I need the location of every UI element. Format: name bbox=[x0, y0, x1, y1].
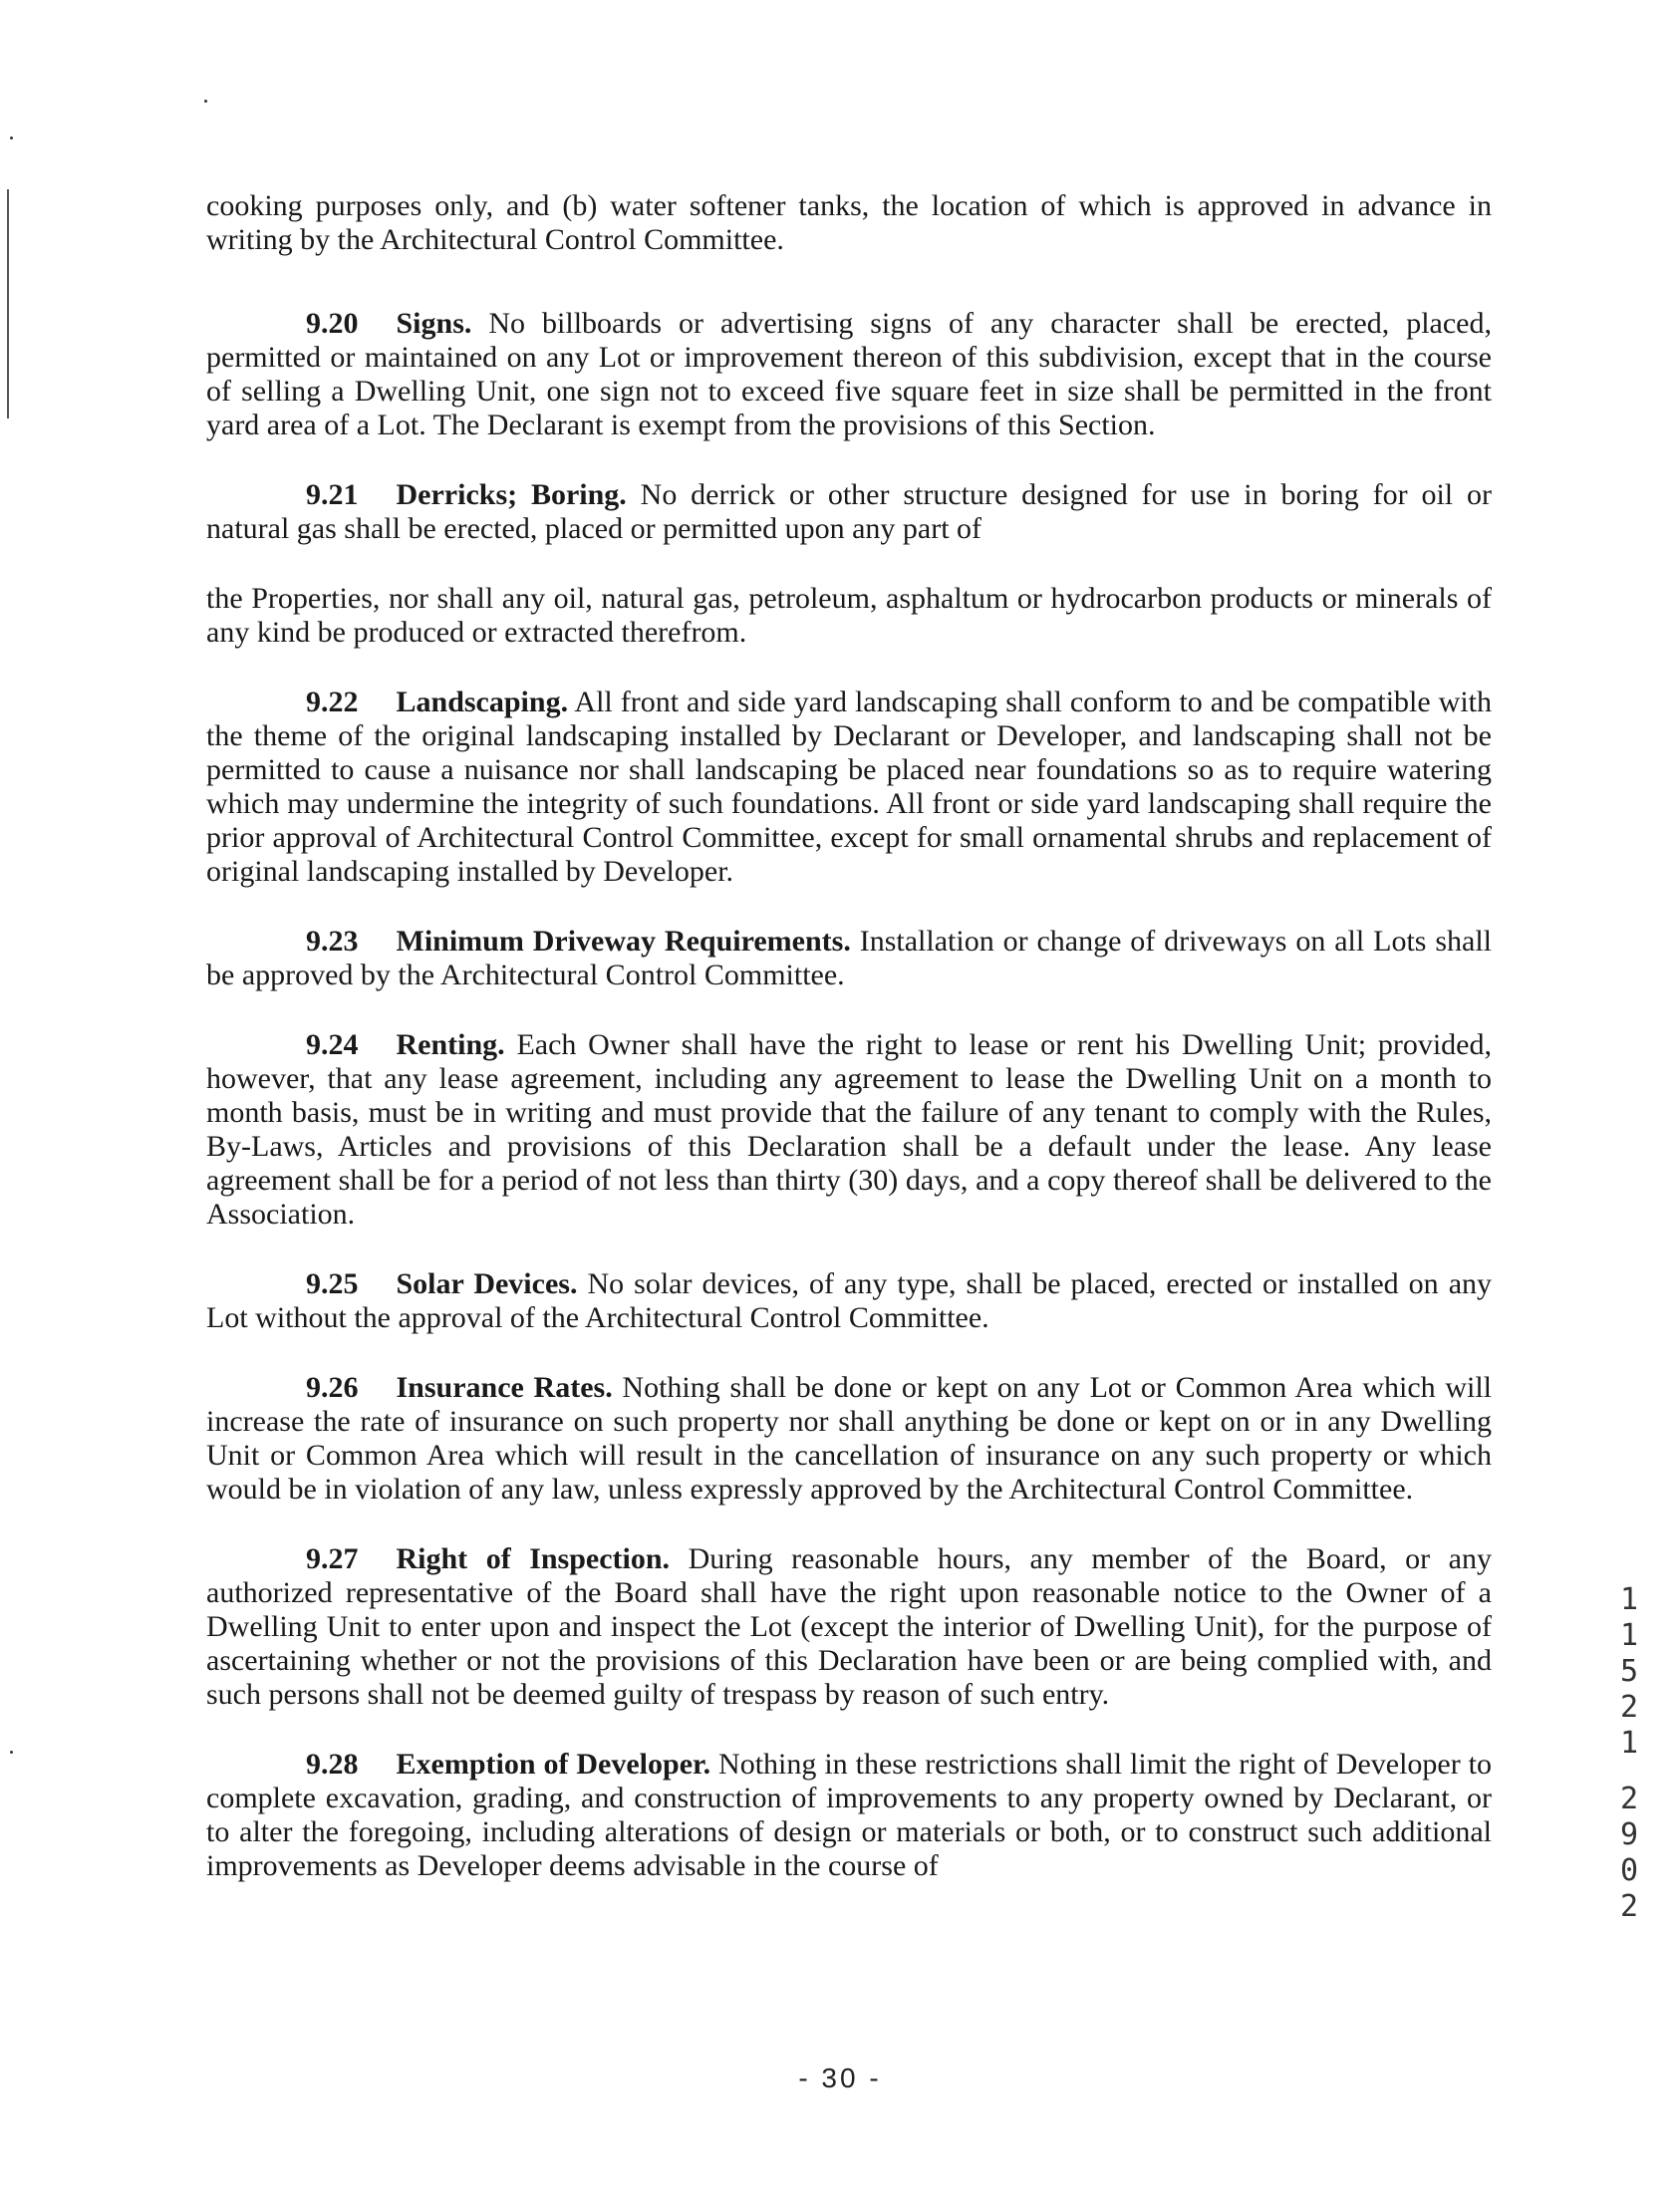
section-number: 9.26 bbox=[306, 1371, 359, 1404]
section-9-20 bbox=[206, 307, 1492, 442]
section-title: Minimum Driveway Requirements. bbox=[396, 925, 851, 958]
section-title: Derricks; Boring. bbox=[396, 478, 627, 511]
section-number: 9.20 bbox=[306, 307, 359, 340]
section-number: 9.23 bbox=[306, 925, 359, 958]
section-number: 9.28 bbox=[306, 1748, 359, 1781]
section-text: Nothing shall be done or kept on any Lot or Common Area which will increase the rate of insurance on such property nor shall anything be done or kept on or in any Dwelling Unit or Common Area which will result in the cancellation of insurance on any such property or which would be in violation of any law, unless expressly approved by the Architectural Control Committee. bbox=[206, 1371, 1493, 1506]
stamp-digit: 1 bbox=[1619, 1582, 1639, 1617]
section-9-28 bbox=[206, 1748, 1492, 1883]
continuation-paragraph: cooking purposes only, and (b) water softener tanks, the location of which is approved in advance in writing by the Architectural Control Committee. bbox=[206, 189, 1492, 256]
section-number: 9.22 bbox=[306, 686, 359, 718]
section-text: All front and side yard landscaping shall conform to and be compatible with the theme of the original landscaping installed by Declarant or Developer, and landscaping shall not be permitted to cause a nuisance nor shall landscaping be placed near foundations so as to require watering which may undermine the integrity of such foundations. All front or side yard landscaping shall require the prior approval of Architectural Control Committee, except for small ornamental shrubs and replacement of original landscaping installed by Developer. bbox=[206, 686, 1492, 888]
document-body bbox=[206, 189, 1492, 1883]
section-text: No derrick or other structure designed for use in boring for oil or natural gas shall be erected, placed or permitted upon any part of bbox=[206, 478, 1492, 545]
section-9-23 bbox=[206, 925, 1492, 992]
scan-dot bbox=[10, 1751, 13, 1754]
section-9-21 bbox=[206, 478, 1492, 546]
section-title: Solar Devices. bbox=[396, 1267, 578, 1300]
scan-margin-line bbox=[7, 189, 9, 418]
section-9-21-continuation: the Properties, nor shall any oil, natural gas, petroleum, asphaltum or hydrocarbon products or minerals of any kind be produced or extracted therefrom. bbox=[206, 582, 1492, 649]
stamp-digit: 0 bbox=[1619, 1853, 1639, 1888]
stamp-digit: 9 bbox=[1619, 1817, 1639, 1852]
recording-stamp-top bbox=[1609, 1582, 1649, 1762]
stamp-digit: 2 bbox=[1619, 1782, 1639, 1816]
section-text: Nothing in these restrictions shall limit the right of Developer to complete excavation, grading, and construction of improvements to any property owned by Declarant, or to alter the foregoing, including alterations of design or materials or both, or to construct such additional improvements as Developer deems advisable in the course of bbox=[206, 1748, 1493, 1882]
section-text: Each Owner shall have the right to lease or rent his Dwelling Unit; provided, however, that any lease agreement, including any agreement to lease the Dwelling Unit on a month to month basis, must be in writing and must provide that the failure of any tenant to comply with the Rules, By-Laws, Articles and provisions of this Declaration shall be a default under the lease. Any lease agreement shall be for a period of not less than thirty (30) days, and a copy thereof shall be delivered to the Association. bbox=[206, 1028, 1492, 1231]
section-9-26 bbox=[206, 1371, 1492, 1507]
stamp-digit: 5 bbox=[1619, 1654, 1639, 1689]
scan-dot bbox=[204, 100, 207, 103]
section-text: During reasonable hours, any member of the Board, or any authorized representative of the Board shall have the right upon reasonable notice to the Owner of a Dwelling Unit to enter upon and inspect the Lot (except the interior of Dwelling Unit), for the purpose of ascertaining whether or not the provisions of this Declaration have been or are being complied with, and such persons shall not be deemed guilty of trespass by reason of such entry. bbox=[206, 1542, 1492, 1711]
section-number: 9.25 bbox=[306, 1267, 359, 1300]
stamp-digit: 2 bbox=[1619, 1889, 1639, 1924]
section-9-24 bbox=[206, 1028, 1492, 1232]
section-title: Insurance Rates. bbox=[396, 1371, 613, 1404]
stamp-digit: 1 bbox=[1619, 1618, 1639, 1653]
section-number: 9.27 bbox=[306, 1542, 359, 1575]
stamp-digit: 2 bbox=[1619, 1690, 1639, 1725]
stamp-digit: 1 bbox=[1619, 1726, 1639, 1761]
section-title: Exemption of Developer. bbox=[396, 1748, 711, 1781]
section-title: Renting. bbox=[396, 1028, 505, 1061]
section-title: Landscaping. bbox=[396, 686, 569, 718]
section-number: 9.21 bbox=[306, 478, 359, 511]
section-title: Right of Inspection. bbox=[396, 1542, 671, 1575]
section-9-27 bbox=[206, 1542, 1492, 1712]
section-title: Signs. bbox=[396, 307, 472, 340]
scan-dot bbox=[10, 137, 13, 139]
section-text: No solar devices, of any type, shall be placed, erected or installed on any Lot without the approval of the Architectural Control Committee. bbox=[206, 1267, 1493, 1334]
section-text: Installation or change of driveways on all Lots shall be approved by the Architectural Control Committee. bbox=[206, 925, 1492, 991]
section-number: 9.24 bbox=[306, 1028, 359, 1061]
section-9-22 bbox=[206, 686, 1492, 889]
page-number: - 30 - bbox=[798, 2063, 882, 2093]
recording-stamp-bottom bbox=[1609, 1782, 1649, 1925]
section-9-25 bbox=[206, 1267, 1492, 1335]
section-text: No billboards or advertising signs of any character shall be erected, placed, permitted or maintained on any Lot or improvement thereon of this subdivision, except that in the course of selling a Dwelling Unit, one sign not to exceed five square feet in size shall be permitted in the front yard area of a Lot. The Declarant is exempt from the provisions of this Section. bbox=[206, 307, 1493, 441]
